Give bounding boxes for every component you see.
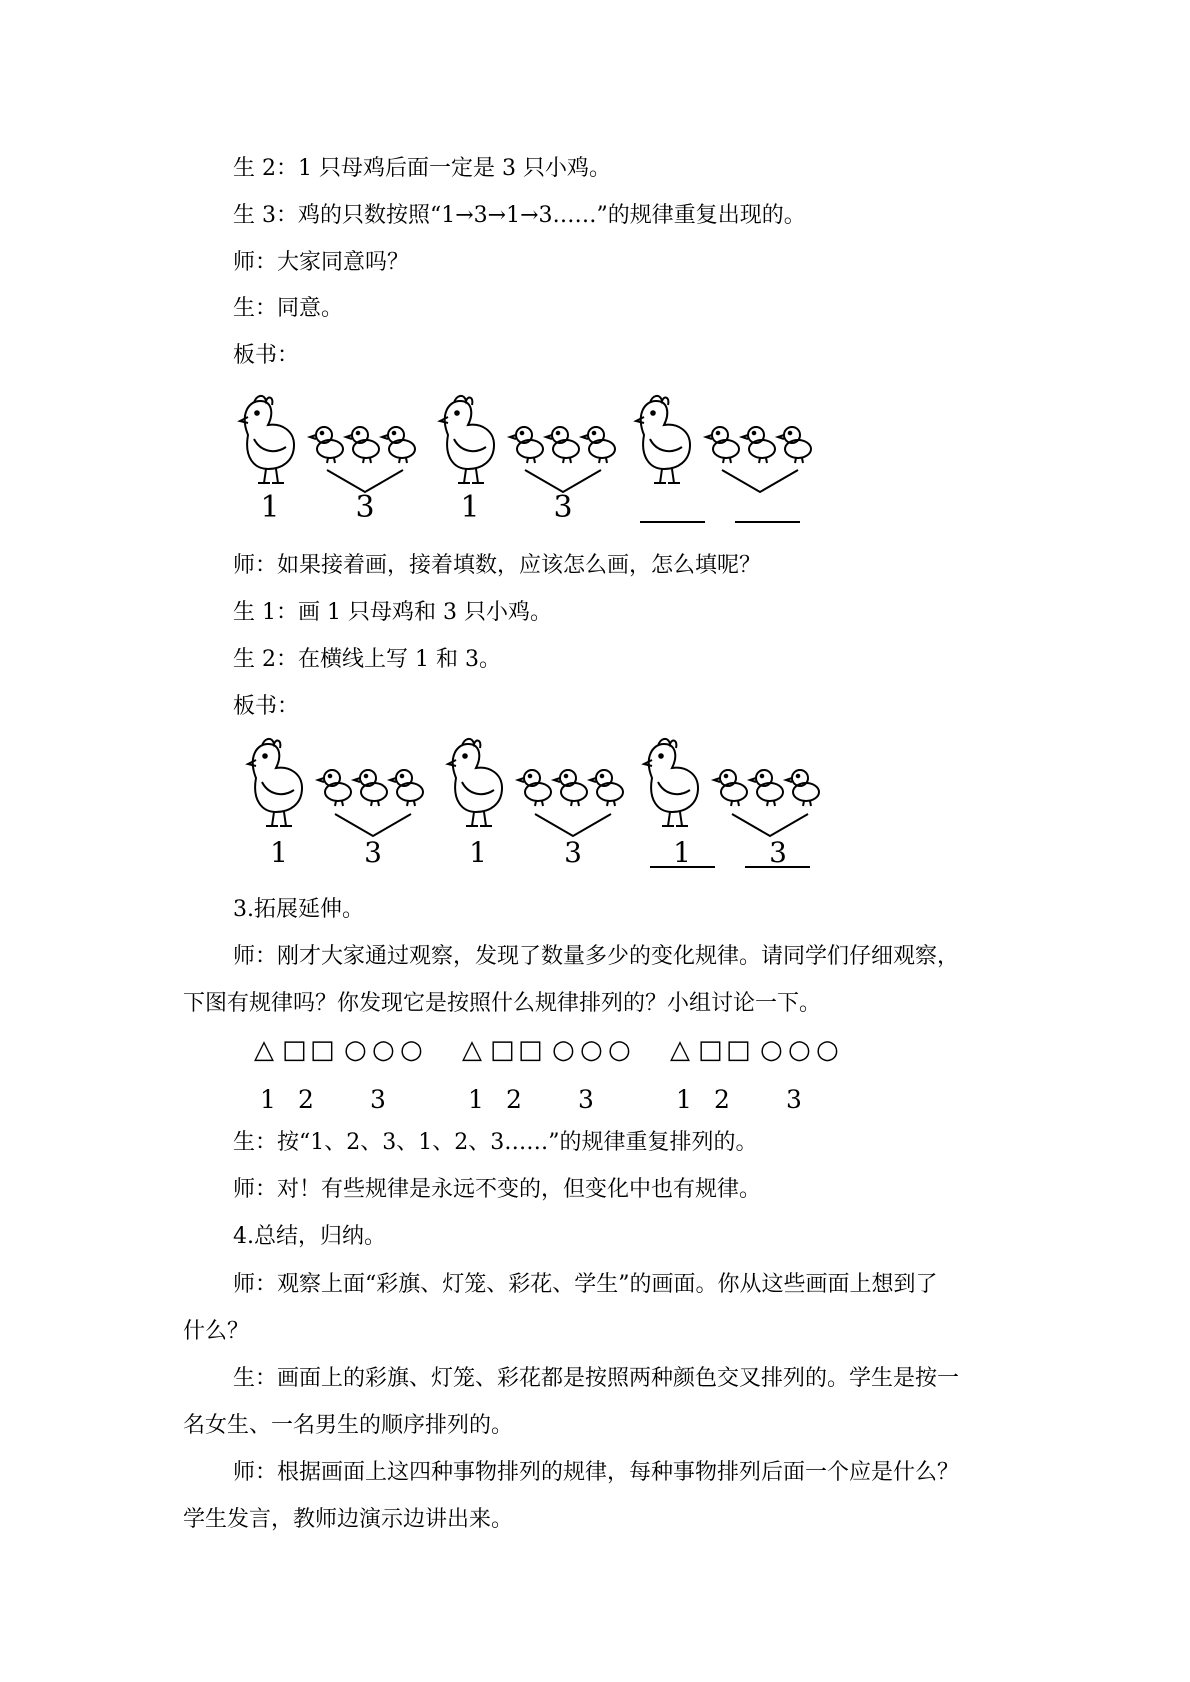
pattern-shape: □	[726, 1035, 751, 1065]
text-line: 板书：	[233, 694, 300, 719]
figure-label: 3	[553, 490, 573, 525]
text-line: 师：刚才大家通过观察，发现了数量多少的变化规律。请同学们仔细观察，	[233, 944, 960, 969]
text-line: 生 2：1 只母鸡后面一定是 3 只小鸡。	[233, 156, 611, 181]
pattern-number: 1	[260, 1085, 276, 1114]
pattern-shape: △	[462, 1035, 482, 1065]
pattern-shape: □	[310, 1035, 335, 1065]
pattern-shape: □	[518, 1035, 543, 1065]
pattern-number: 2	[714, 1085, 730, 1114]
text-line: 下图有规律吗？你发现它是按照什么规律排列的？小组讨论一下。	[183, 991, 822, 1016]
text-line: 师：大家同意吗？	[233, 250, 410, 275]
figure-label: 1	[469, 836, 487, 869]
pattern-shape: □	[698, 1035, 723, 1065]
text-line: 学生发言，教师边演示边讲出来。	[183, 1507, 514, 1532]
pattern-shape: △	[670, 1035, 690, 1065]
text-line: 板书：	[233, 343, 300, 368]
pattern-shape: ○	[760, 1035, 783, 1065]
text-line: 生 1：画 1 只母鸡和 3 只小鸡。	[233, 600, 552, 625]
figure-label: 3	[355, 490, 375, 525]
pattern-number: 1	[468, 1085, 484, 1114]
text-line: 师：如果接着画，接着填数，应该怎么画，怎么填呢？	[233, 553, 762, 578]
section-heading: 4.总结，归纳。	[233, 1224, 386, 1249]
pattern-shape: △	[254, 1035, 274, 1065]
text-line: 生：画面上的彩旗、灯笼、彩花都是按照两种颜色交叉排列的。学生是按一	[233, 1366, 960, 1391]
pattern-shape: □	[490, 1035, 515, 1065]
pattern-number: 2	[506, 1085, 522, 1114]
pattern-shape: □	[282, 1035, 307, 1065]
text-line: 名女生、一名男生的顺序排列的。	[183, 1413, 514, 1438]
figure-label: 1	[460, 490, 480, 525]
text-line: 生：同意。	[233, 296, 344, 321]
pattern-shape: ○	[608, 1035, 631, 1065]
pattern-shape: ○	[580, 1035, 603, 1065]
figure-label: 1	[673, 836, 691, 869]
pattern-shape: ○	[372, 1035, 395, 1065]
figure-label: 1	[270, 836, 288, 869]
figure-label: 3	[564, 836, 582, 869]
text-line: 生 2：在横线上写 1 和 3。	[233, 647, 501, 672]
text-line: 生：按“1、2、3、1、2、3……”的规律重复排列的。	[233, 1130, 758, 1155]
pattern-shape: ○	[552, 1035, 575, 1065]
pattern-number: 3	[578, 1085, 594, 1114]
text-line: 师：对！有些规律是永远不变的，但变化中也有规律。	[233, 1177, 762, 1202]
figure-label: 3	[364, 836, 382, 869]
pattern-number: 1	[676, 1085, 692, 1114]
text-line: 什么？	[183, 1319, 250, 1344]
text-line: 生 3：鸡的只数按照“1→3→1→3……”的规律重复出现的。	[233, 203, 806, 228]
pattern-shape: ○	[788, 1035, 811, 1065]
text-line: 师：观察上面“彩旗、灯笼、彩花、学生”的画面。你从这些画面上想到了	[233, 1272, 938, 1297]
pattern-number: 2	[298, 1085, 314, 1114]
figure-label: 3	[769, 836, 787, 869]
pattern-number: 3	[786, 1085, 802, 1114]
figure-label: 1	[260, 490, 280, 525]
pattern-shape: ○	[344, 1035, 367, 1065]
pattern-shape: ○	[400, 1035, 423, 1065]
text-line: 师：根据画面上这四种事物排列的规律，每种事物排列后面一个应是什么？	[233, 1460, 960, 1485]
pattern-number: 3	[370, 1085, 386, 1114]
section-heading: 3.拓展延伸。	[233, 897, 364, 922]
pattern-shape: ○	[816, 1035, 839, 1065]
